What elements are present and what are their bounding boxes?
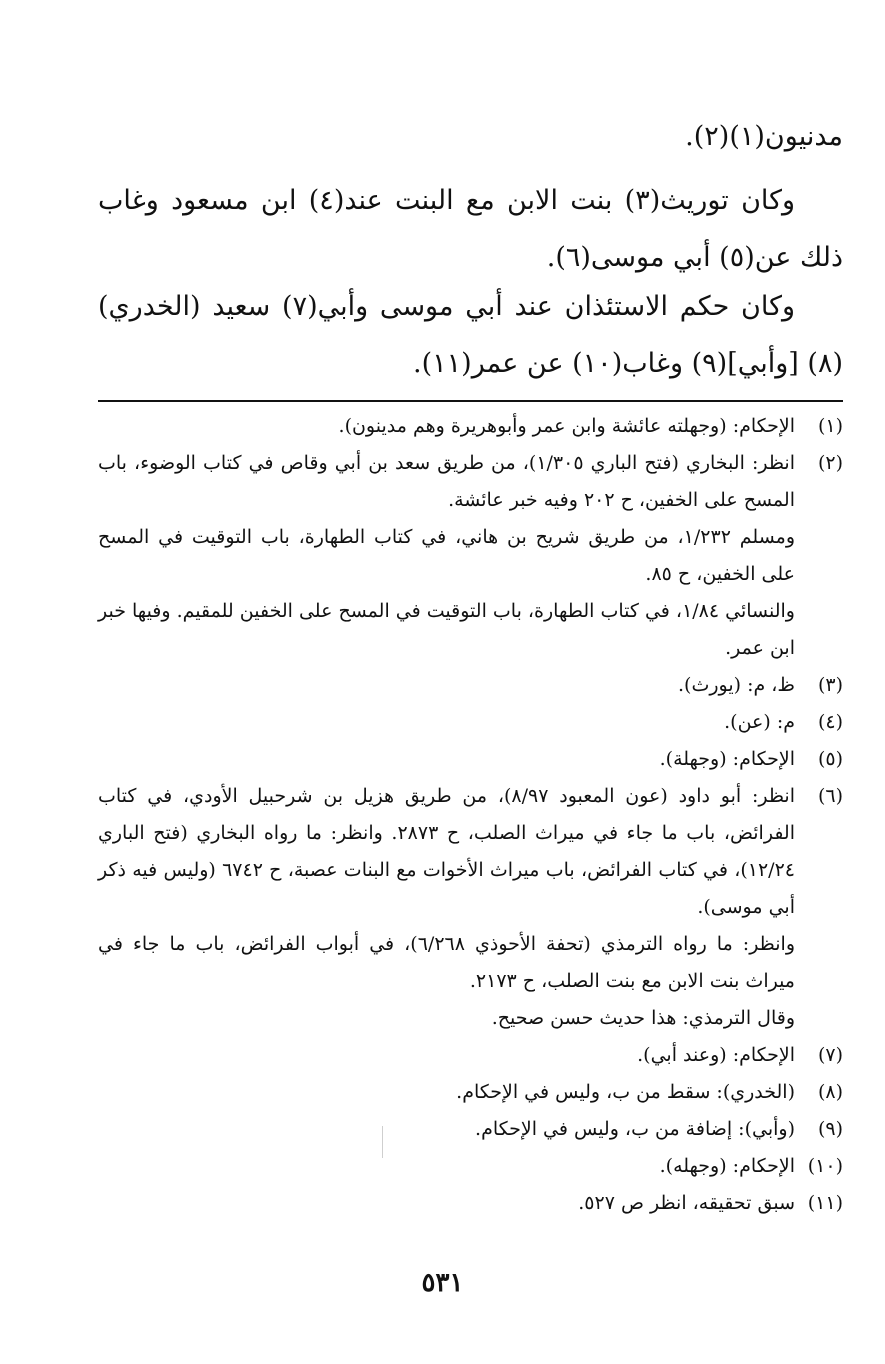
- footnote-text: م: (عن).: [724, 711, 795, 733]
- footnote-text: (الخدري): سقط من ب، وليس في الإحكام.: [456, 1081, 795, 1103]
- page-number: ٥٣١: [421, 1268, 464, 1298]
- footnote-number: (١٠): [807, 1155, 843, 1177]
- footnote-number: (٣): [817, 674, 843, 696]
- footnote-number: (٧): [817, 1044, 843, 1066]
- footnote-number: (٢): [817, 452, 843, 474]
- footnote-text: انظر: البخاري (فتح الباري ١/٣٠٥)، من طريق سعد بن أبي وقاص في كتاب الوضوء، باب المسح على الخفين، ح ٢٠٢ وفيه خبر عائشة.: [98, 452, 795, 511]
- footnote-text: انظر: أبو داود (عون المعبود ٨/٩٧)، من طريق هزيل بن شرحبيل الأودي، في كتاب الفرائض، باب ما جاء في ميراث الصلب، ح ٢٨٧٣. وانظر: ما رواه البخاري (فتح الباري ١٢/٢٤)، في كتاب الفرائض، باب ميراث الأخوات مع البنات عصبة، ح ٦٧٤٢ (وليس فيه ذكر أبي موسى).: [98, 785, 795, 918]
- footnote-number: (٥): [817, 748, 843, 770]
- footnote-7: [98, 1037, 843, 1074]
- footnote-10: [98, 1148, 843, 1185]
- main-text-line-1: مدنيون(١)(٢).: [685, 121, 843, 152]
- footnote-2: [98, 445, 843, 667]
- footnote-number: (٤): [817, 711, 843, 733]
- footnote-6: [98, 778, 843, 1037]
- footnote-number: (٩): [817, 1118, 843, 1140]
- footnote-text: (وأبي): إضافة من ب، وليس في الإحكام.: [475, 1118, 795, 1140]
- footnote-text: ومسلم ١/٢٣٢، من طريق شريح بن هاني، في كتاب الطهارة، باب التوقيت في المسح على الخفين، ح ٨٥.: [98, 526, 796, 585]
- footnote-text: الإحكام: (وجهلة).: [659, 748, 795, 770]
- scan-artifact-line: [382, 1126, 383, 1158]
- footnote-text: الإحكام: (وعند أبي).: [637, 1044, 795, 1066]
- footnote-text: سبق تحقيقه، انظر ص ٥٢٧.: [578, 1192, 795, 1214]
- footnote-4: [98, 704, 843, 741]
- footnote-5: [98, 741, 843, 778]
- footnote-number: (٨): [817, 1081, 843, 1103]
- footnote-divider: [98, 400, 843, 402]
- main-paragraph-inheritance: وكان توريث(٣) بنت الابن مع البنت عند(٤) ابن مسعود وغاب ذلك عن(٥) أبي موسى(٦).: [98, 185, 843, 273]
- footnote-number: (٦): [817, 785, 843, 807]
- footnote-text: والنسائي ١/٨٤، في كتاب الطهارة، باب التوقيت في المسح على الخفين للمقيم. وفيها خبر ابن عمر.: [98, 600, 795, 659]
- footnote-8: [98, 1074, 843, 1111]
- footnote-9: [98, 1111, 843, 1148]
- footnote-11: [98, 1185, 843, 1222]
- footnotes-section: [98, 408, 843, 1222]
- footnote-number: (١١): [807, 1192, 843, 1214]
- footnote-number: (١): [817, 415, 843, 437]
- footnote-text: الإحكام: (وجهلته عائشة وابن عمر وأبوهريرة وهم مدينون).: [338, 415, 795, 437]
- footnote-text: ظ، م: (يورث).: [678, 674, 795, 696]
- footnote-text: وقال الترمذي: هذا حديث حسن صحيح.: [491, 1007, 795, 1029]
- main-paragraph-isti-dhan: وكان حكم الاستئذان عند أبي موسى وأبي(٧) سعيد (الخدري)(٨) [وأبي](٩) وغاب(١٠) عن عمر(١١).: [98, 291, 843, 379]
- footnote-1: [98, 408, 843, 445]
- footnote-text: الإحكام: (وجهله).: [659, 1155, 795, 1177]
- footnote-3: [98, 667, 843, 704]
- footnote-text: وانظر: ما رواه الترمذي (تحفة الأحوذي ٦/٢٦٨)، في أبواب الفرائض، باب ما جاء في ميراث بنت الابن مع بنت الصلب، ح ٢١٧٣.: [98, 933, 796, 992]
